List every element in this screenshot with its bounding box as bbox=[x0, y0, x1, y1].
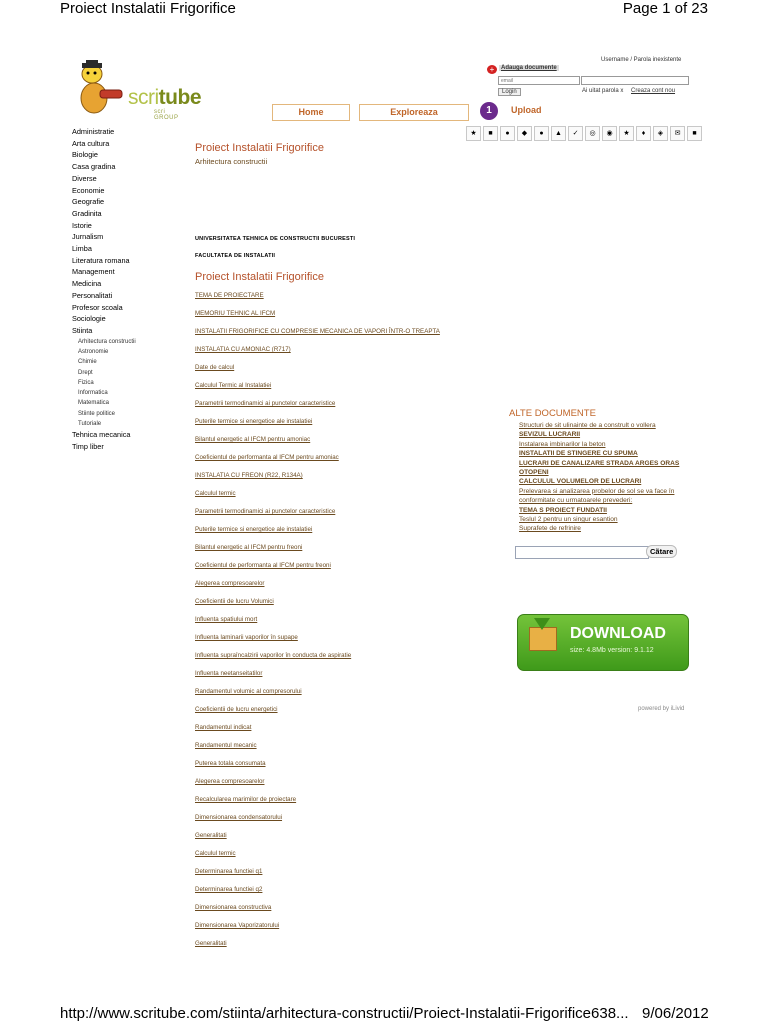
powered-by-text: powered by iLivid bbox=[638, 706, 685, 712]
upload-link[interactable]: Upload bbox=[511, 105, 542, 115]
toc-link[interactable]: Calculul termic bbox=[195, 490, 236, 497]
share-icon-2[interactable]: ■ bbox=[483, 126, 498, 141]
toc-link[interactable]: Dimensionarea condensatorului bbox=[195, 814, 283, 821]
other-document-link[interactable]: SEVIZUL LUCRARII bbox=[519, 431, 581, 439]
other-document-link[interactable]: Prelevarea si analizarea probelor de sol se va face în conformitate cu urmatoarele prevederi: bbox=[519, 487, 675, 505]
logo-subtitle: scri GROUP bbox=[154, 109, 179, 121]
share-icon-5[interactable]: ● bbox=[534, 126, 549, 141]
sidebar-item[interactable]: Economie bbox=[72, 185, 105, 195]
share-icon-11[interactable]: ♦ bbox=[636, 126, 651, 141]
download-title: DOWNLOAD bbox=[570, 625, 666, 642]
username-status: Username / Parola inexistente bbox=[601, 57, 682, 63]
sidebar-item[interactable]: Casa gradina bbox=[72, 162, 116, 172]
password-field[interactable] bbox=[581, 76, 689, 85]
logo-brand: scritube bbox=[128, 86, 201, 109]
home-button[interactable]: Home bbox=[272, 104, 350, 121]
toc-link[interactable]: Influenta supraîncalzirii vaporilor în conducta de aspiratie bbox=[195, 652, 352, 659]
sidebar-subitem[interactable]: Astronomie bbox=[78, 348, 109, 355]
sidebar-subitem[interactable]: Informatica bbox=[78, 390, 108, 397]
toc-link[interactable]: TEMA DE PROIECTARE bbox=[195, 292, 264, 299]
share-icon-4[interactable]: ◆ bbox=[517, 126, 532, 141]
sidebar-item[interactable]: Management bbox=[72, 267, 115, 277]
document-category: Arhitectura constructii bbox=[195, 157, 268, 166]
search-input[interactable] bbox=[515, 546, 649, 559]
sidebar-item[interactable]: Diverse bbox=[72, 173, 97, 183]
upload-icon[interactable]: 1 bbox=[480, 102, 498, 120]
add-document-icon[interactable]: + bbox=[487, 65, 497, 74]
category-sidebar bbox=[72, 126, 136, 453]
sidebar-item[interactable]: Stiinta bbox=[72, 325, 93, 335]
share-icon-3[interactable]: ● bbox=[500, 126, 515, 141]
sidebar-subitem[interactable]: Arhitectura constructii bbox=[78, 338, 136, 345]
toc-link[interactable]: Parametrii termodinamici ai punctelor caracteristice bbox=[195, 400, 336, 407]
toc-link[interactable]: Coeficientii de lucru energetici bbox=[195, 706, 278, 713]
share-icon-12[interactable]: ◈ bbox=[653, 126, 668, 141]
document-title[interactable]: Proiect Instalatii Frigorifice bbox=[195, 142, 324, 154]
sidebar-subitem[interactable]: Chimie bbox=[78, 359, 97, 366]
toc-link[interactable]: Dimensionarea Vaporizatorului bbox=[195, 922, 280, 929]
toc-link[interactable]: Calculul Termic al Instalatiei bbox=[195, 382, 272, 389]
toc-link[interactable]: INSTALATII FRIGORIFICE CU COMPRESIE MECANICA DE VAPORI ÎNTR-O TREAPTA bbox=[195, 328, 440, 335]
other-document-link[interactable]: Instalarea imbinarilor la beton bbox=[519, 440, 606, 448]
sidebar-item[interactable]: Sociologie bbox=[72, 314, 106, 324]
toc-link[interactable]: Bilantul energetic al IFCM pentru freoni bbox=[195, 544, 303, 551]
sidebar-subitem[interactable]: Drept bbox=[78, 369, 93, 376]
toc-link[interactable]: Alegerea compresoarelor bbox=[195, 580, 265, 587]
other-document-link[interactable]: CALCULUL VOLUMELOR DE LUCRARI bbox=[519, 478, 642, 486]
project-title: Proiect Instalatii Frigorifice bbox=[195, 271, 324, 283]
share-icon-8[interactable]: ◎ bbox=[585, 126, 600, 141]
sidebar-item[interactable]: Profesor scoala bbox=[72, 302, 123, 312]
faculty-heading: FACULTATEA DE INSTALATII bbox=[195, 253, 276, 259]
toc-link[interactable]: INSTALATIA CU FREON (R22, R134A) bbox=[195, 472, 303, 479]
toc-link[interactable]: Influenta neetanseitatilor bbox=[195, 670, 263, 677]
sidebar-item[interactable]: Gradinita bbox=[72, 208, 102, 218]
sidebar-item[interactable]: Tehnica mecanica bbox=[72, 430, 131, 440]
toc-link[interactable]: MEMORIU TEHNIC AL IFCM bbox=[195, 310, 276, 317]
toc-link[interactable]: Coeficientii de lucru Volumici bbox=[195, 598, 274, 605]
share-icon-9[interactable]: ◉ bbox=[602, 126, 617, 141]
add-documents-link[interactable]: Adauga documente bbox=[501, 65, 557, 71]
sidebar-item[interactable]: Biologie bbox=[72, 150, 98, 160]
explore-button[interactable]: Exploreaza bbox=[359, 104, 469, 121]
download-info: size: 4.8Mb version: 9.1.12 bbox=[570, 647, 654, 654]
other-documents-list bbox=[519, 421, 695, 534]
toc-link[interactable]: INSTALATIA CU AMONIAC (R717) bbox=[195, 346, 291, 353]
toc-link[interactable]: Bilantul energetic al IFCM pentru amoniac bbox=[195, 436, 311, 443]
sidebar-subitem[interactable]: Tutoriale bbox=[78, 421, 102, 428]
email-field[interactable] bbox=[498, 76, 580, 85]
other-documents-heading: ALTE DOCUMENTE bbox=[509, 408, 596, 419]
toc-link[interactable]: Determinarea functiei q1 bbox=[195, 868, 263, 875]
share-icon-6[interactable]: ▲ bbox=[551, 126, 566, 141]
search-button[interactable]: Cãtare bbox=[646, 545, 677, 558]
mascot-icon bbox=[70, 60, 126, 118]
sidebar-subitem[interactable]: Fizica bbox=[78, 379, 94, 386]
pdf-footer-url: http://www.scritube.com/stiinta/arhitectura-constructii/Proiect-Instalatii-Frigorifice638... bbox=[60, 1005, 629, 1022]
login-button[interactable]: Login bbox=[498, 88, 521, 96]
toc-link[interactable]: Date de calcul bbox=[195, 364, 235, 371]
university-heading: UNIVERSITATEA TEHNICA DE CONSTRUCTII BUCURESTI bbox=[195, 236, 356, 242]
other-document-link[interactable]: Suprafete de refrinire bbox=[519, 525, 581, 533]
toc-link[interactable]: Coeficientul de performanta al IFCM pentru freoni bbox=[195, 562, 331, 569]
other-document-link[interactable]: INSTALATII DE STINGERE CU SPUMA bbox=[519, 450, 638, 458]
toc-link[interactable]: Coeficientul de performanta al IFCM pentru amoniac bbox=[195, 454, 339, 461]
toc-link[interactable]: Parametrii termodinamici ai punctelor caracteristice bbox=[195, 508, 336, 515]
toc-link[interactable]: Influenta laminarii vaporilor în supape bbox=[195, 634, 298, 641]
scritube-logo[interactable] bbox=[70, 60, 201, 121]
toc-link[interactable]: Randamentul indicat bbox=[195, 724, 252, 731]
sidebar-subitem[interactable]: Stiinte politice bbox=[78, 410, 116, 417]
toc-link[interactable]: Puterea totala consumata bbox=[195, 760, 266, 767]
sidebar-item[interactable]: Istorie bbox=[72, 220, 92, 230]
other-document-link[interactable]: Teslul 2 pentru un singur esantion bbox=[519, 516, 618, 524]
toc-link[interactable]: Alegerea compresoarelor bbox=[195, 778, 265, 785]
pdf-footer-date: 9/06/2012 bbox=[642, 1005, 709, 1022]
toc-link[interactable]: Generalitati bbox=[195, 940, 227, 947]
sidebar-item[interactable]: Medicina bbox=[72, 279, 102, 289]
toc-link[interactable]: Recalcularea marimilor de proiectare bbox=[195, 796, 297, 803]
share-icon-14[interactable]: ■ bbox=[687, 126, 702, 141]
sidebar-item[interactable]: Timp liber bbox=[72, 442, 104, 452]
toc-link[interactable]: Calculul termic bbox=[195, 850, 236, 857]
share-icon-7[interactable]: ✓ bbox=[568, 126, 583, 141]
download-box-icon bbox=[529, 627, 557, 651]
sidebar-item[interactable]: Limba bbox=[72, 244, 92, 254]
forgot-password-link[interactable]: Ai uitat parola x bbox=[582, 88, 624, 94]
sidebar-subitem[interactable]: Matematica bbox=[78, 400, 110, 407]
share-icon-13[interactable]: ✉ bbox=[670, 126, 685, 141]
toc-link[interactable]: Influenta spatiului mort bbox=[195, 616, 258, 623]
toc-link[interactable]: Puterile termice si energetice ale instalatiei bbox=[195, 418, 313, 425]
toc-link[interactable]: Determinarea functiei q2 bbox=[195, 886, 263, 893]
toc-link[interactable]: Randamentul volumic al compresorului bbox=[195, 688, 302, 695]
sidebar-item[interactable]: Personalitati bbox=[72, 290, 113, 300]
table-of-contents bbox=[195, 292, 440, 958]
sidebar-item[interactable]: Literatura romana bbox=[72, 255, 130, 265]
create-account-link[interactable]: Creaza cont nou bbox=[631, 88, 676, 94]
share-icon-1[interactable]: ★ bbox=[466, 126, 481, 141]
toc-link[interactable]: Generalitati bbox=[195, 832, 227, 839]
download-button[interactable] bbox=[517, 614, 689, 671]
download-arrow-icon bbox=[534, 618, 550, 630]
toc-link[interactable]: Randamentul mecanic bbox=[195, 742, 257, 749]
sidebar-item[interactable]: Geografie bbox=[72, 197, 105, 207]
other-document-link[interactable]: LUCRARI DE CANALIZARE STRADA ARGES ORAS OTOPENI bbox=[519, 459, 680, 477]
sidebar-item[interactable]: Arta cultura bbox=[72, 138, 110, 148]
sidebar-item[interactable]: Administratie bbox=[72, 127, 115, 136]
toc-link[interactable]: Dimensionarea constructiva bbox=[195, 904, 272, 911]
toc-link[interactable]: Puterile termice si energetice ale instalatiei bbox=[195, 526, 313, 533]
sidebar-item[interactable]: Jurnalism bbox=[72, 232, 104, 242]
share-icon-10[interactable]: ★ bbox=[619, 126, 634, 141]
pdf-page-number: Page 1 of 23 bbox=[622, 0, 708, 17]
pdf-header-title: Proiect Instalatii Frigorifice bbox=[60, 0, 236, 17]
other-document-link[interactable]: TEMA S PROIECT FUNDATII bbox=[519, 506, 607, 514]
other-document-link[interactable]: Structuri de sit ulinainte de a constrult o vollera bbox=[519, 422, 656, 429]
